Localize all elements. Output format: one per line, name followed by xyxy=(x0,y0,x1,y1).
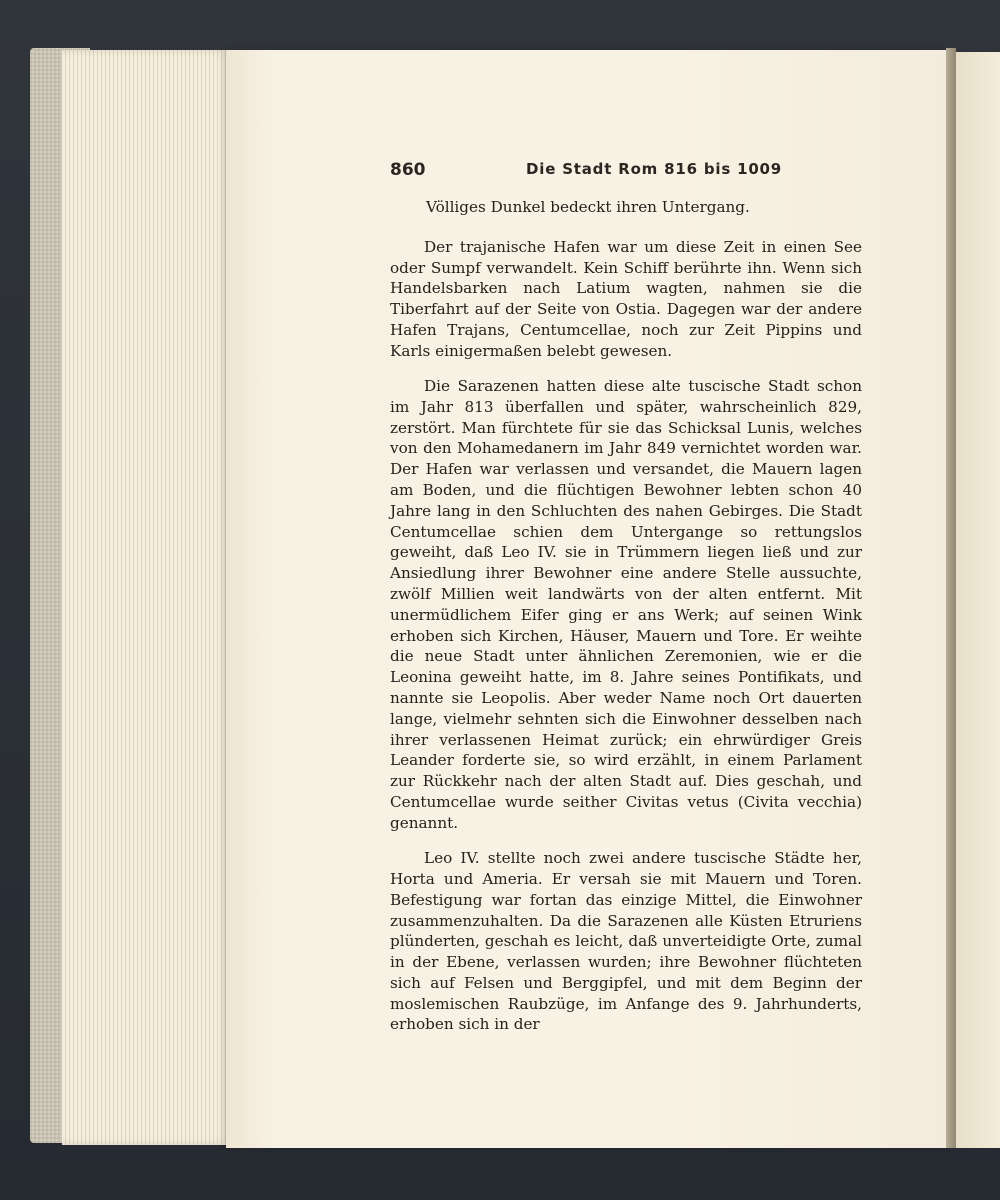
page-number: 860 xyxy=(390,160,426,180)
paragraph-3: Die Sarazenen hatten diese alte tuscische Stadt schon im Jahr 813 überfallen und später, wahrscheinlich 829, zerstört. Man fürchtete für sie das Schicksal Lunis, welches von den Mohamedanern im Jahr 849 vernichtet worden war. Der Hafen war verlassen und versandet, die Mauern lagen am Boden, und die flüchtigen Bewohner lebten schon 40 Jahre lang in den Schluchten des nahen Gebirges. Die Stadt Centumcellae schien dem Untergange so rettungslos geweiht, daß Leo IV. sie in Trümmern liegen ließ und zur Ansiedlung ihrer Bewohner eine andere Stelle aussuchte, zwölf Millien weit landwärts von der alten entfernt. Mit unermüdlichem Eifer ging er ans Werk; auf seinen Wink erhoben sich Kirchen, Häuser, Mauern und Tore. Er weihte die neue Stadt unter ähnlichen Zeremonien, wie er die Leonina geweiht hatte, im 8. Jahre seines Pontifikats, und nannte sie Leopolis. Aber weder Name noch Ort dauerten lange, vielmehr sehnten sich die Einwohner desselben nach ihrer verlassenen Heimat zurück; ein ehrwürdiger Greis Leander forderte sie, so wird erzählt, in einem Parlament zur Rückkehr nach der alten Stadt auf. Dies geschah, und Centumcellae wurde seither Civitas vetus (Civita vecchia) genannt. xyxy=(390,377,862,832)
running-head-title: Die Stadt Rom 816 bis 1009 xyxy=(526,160,783,178)
page-edges xyxy=(62,50,234,1145)
paragraph-1: Völliges Dunkel bedeckt ihren Untergang. xyxy=(426,198,750,216)
running-head xyxy=(390,160,870,184)
book-gutter xyxy=(946,48,956,1148)
paragraph-2: Der trajanische Hafen war um diese Zeit in einen See oder Sumpf verwandelt. Kein Schiff berührte ihn. Wenn sich Handelsbarken nach Latium wagten, nahmen sie die Tiberfahrt auf der Seite von Ostia. Dagegen war der andere Hafen Trajans, Centumcellae, noch zur Zeit Pippins und Karls einigermaßen belebt gewesen. xyxy=(390,237,862,360)
facing-page-edge xyxy=(956,52,1000,1148)
body-text xyxy=(390,197,862,1050)
paragraph-4: Leo IV. stellte noch zwei andere tuscische Städte her, Horta und Ameria. Er versah sie mit Mauern und Toren. Befestigung war fortan das einzige Mittel, die Einwohner zusammenzuhalten. Da die Sarazenen alle Küsten Etruriens plünderten, geschah es leicht, daß unverteidigte Orte, zumal in der Ebene, verlassen wurden; ihre Bewohner flüchteten sich auf Felsen und Berggipfel, und mit dem Beginn der moslemischen Raubzüge, im Anfange des 9. Jahrhunderts, erhoben sich in der xyxy=(390,849,862,1034)
